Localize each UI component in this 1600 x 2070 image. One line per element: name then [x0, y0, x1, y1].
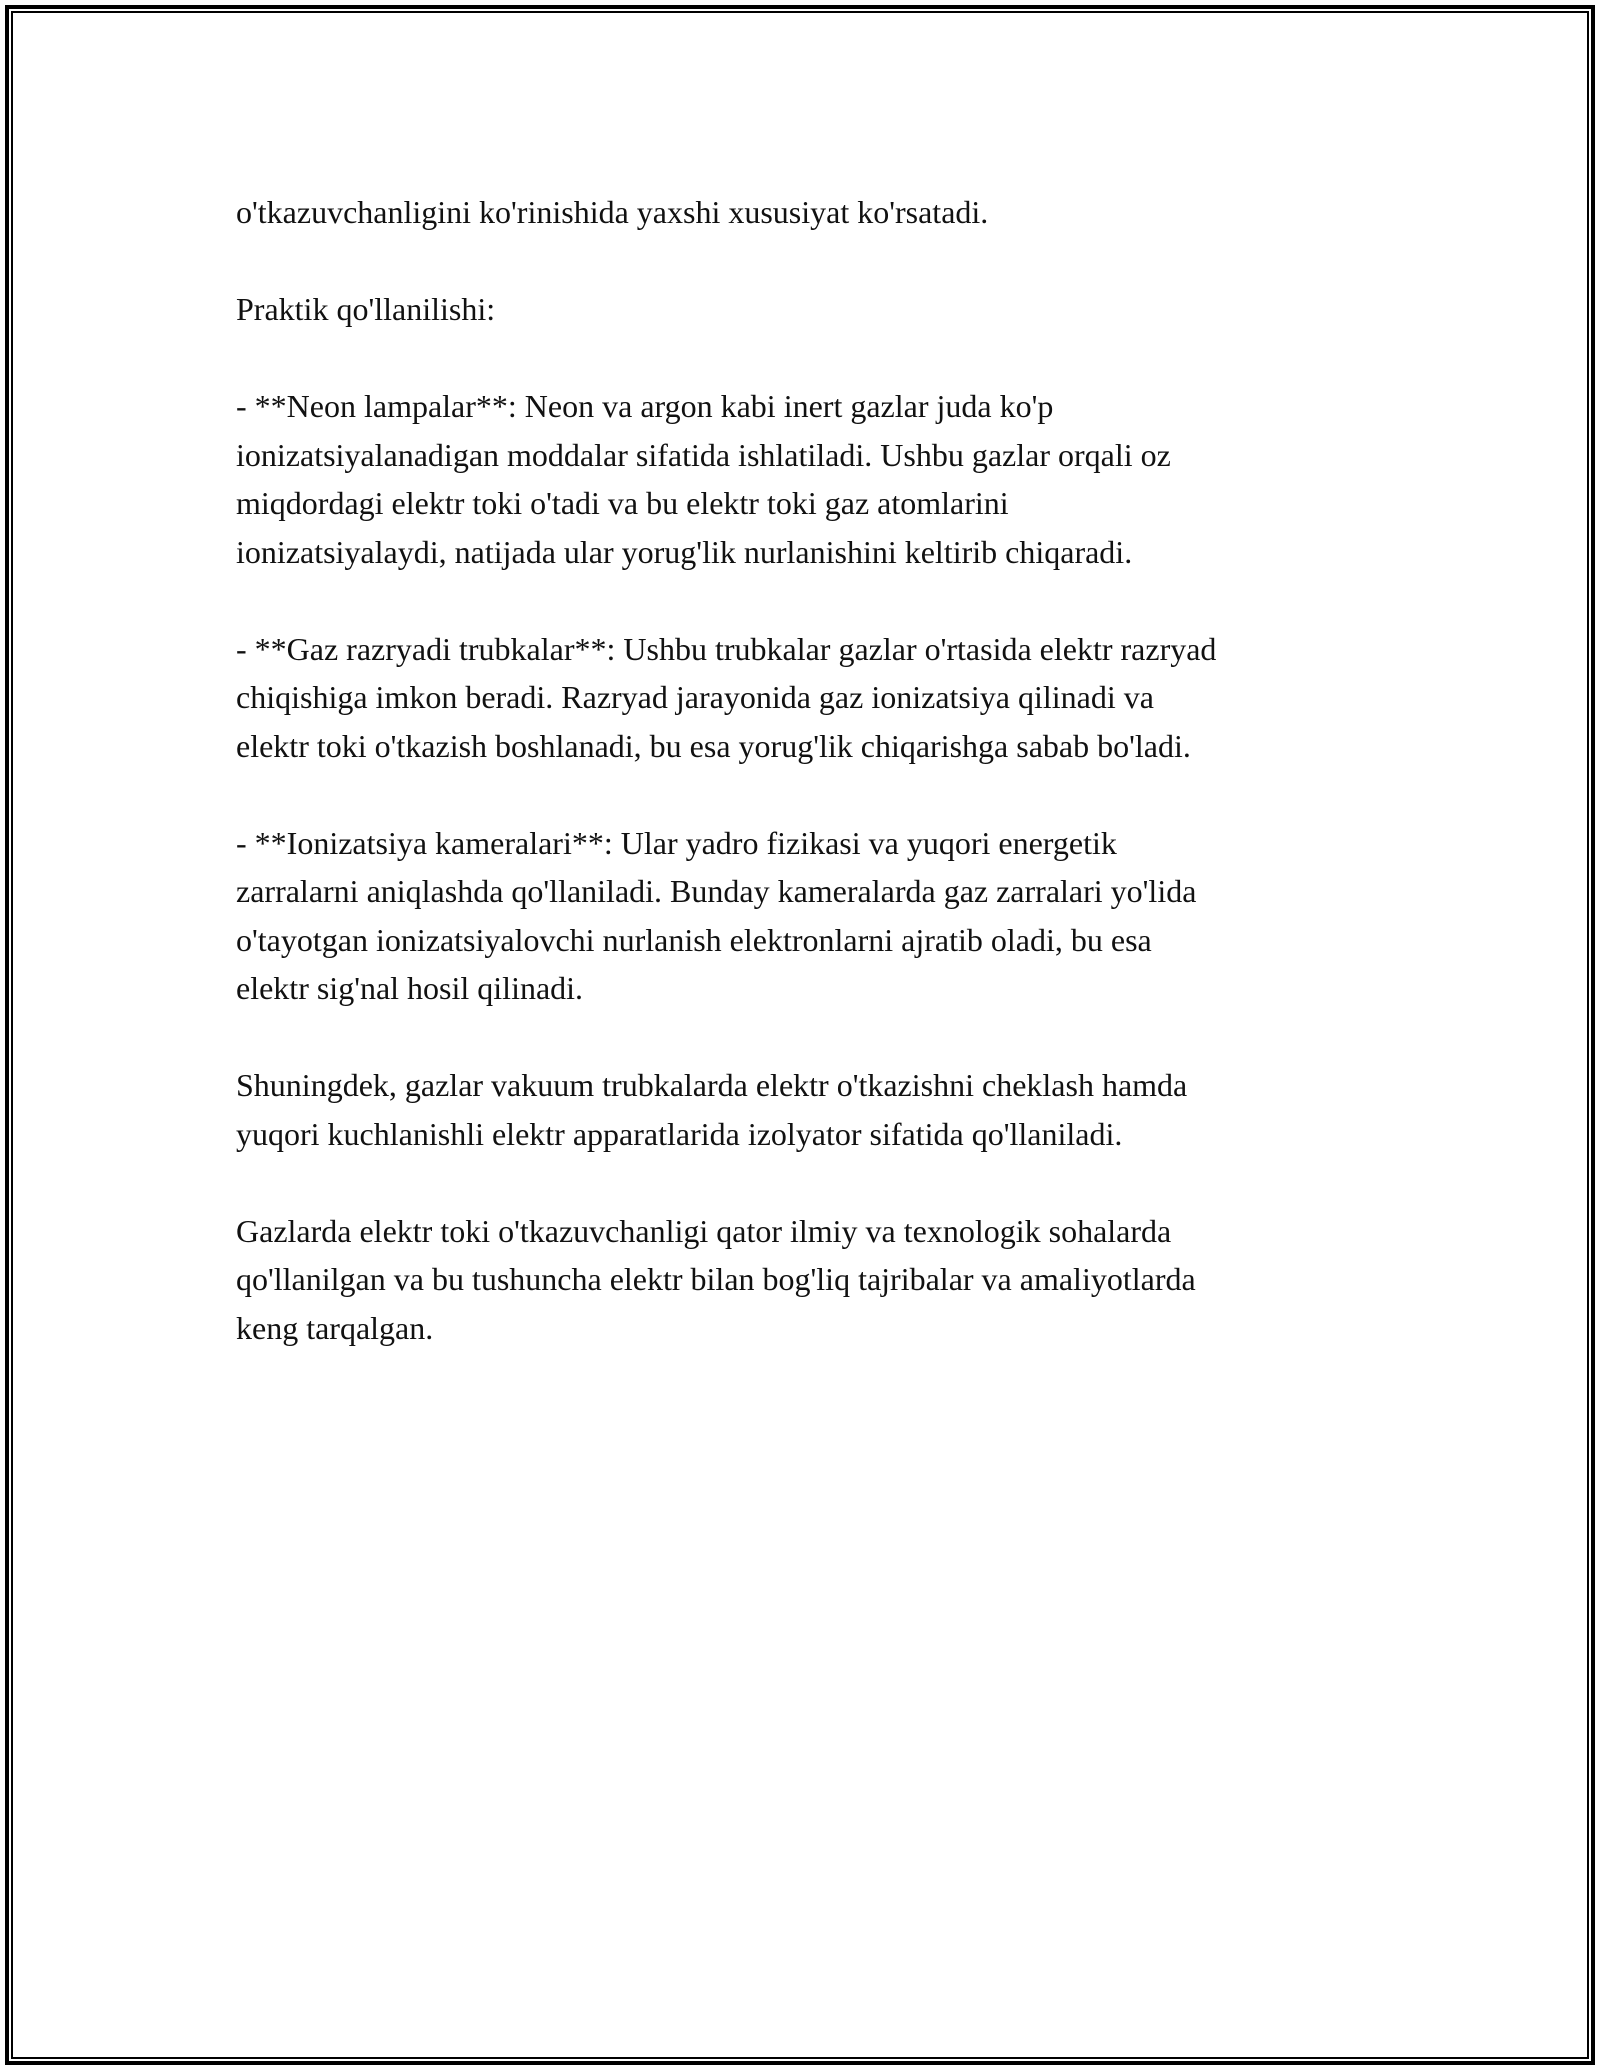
text-line: qo'llanilgan va bu tushuncha elektr bilan bog'liq tajribalar va amaliyotlarda: [236, 1261, 1196, 1297]
paragraph-neon-lamps: [236, 382, 1366, 576]
text-line: ionizatsiyalaydi, natijada ular yorug'lik nurlanishini keltirib chiqaradi.: [236, 533, 1133, 570]
paragraph-ionization-chambers: [236, 819, 1366, 1013]
text-line: - **Neon lampalar**: Neon va argon kabi inert gazlar juda ko'p: [236, 388, 1054, 424]
paragraph-gas-discharge-tubes: [236, 625, 1366, 771]
text-line: - **Gaz razryadi trubkalar**: Ushbu trubkalar gazlar o'rtasida elektr razryad: [236, 630, 1217, 667]
paragraph-practical-heading: [236, 285, 1366, 334]
text-line: o'tkazuvchanligini ko'rinishida yaxshi xususiyat ko'rsatadi.: [236, 194, 989, 230]
text-line: Gazlarda elektr toki o'tkazuvchanligi qator ilmiy va texnologik sohalarda: [236, 1212, 1172, 1249]
paragraph-vacuum-tubes: [236, 1061, 1366, 1158]
text-line: elektr toki o'tkazish boshlanadi, bu esa yorug'lik chiqarishga sabab bo'ladi.: [236, 727, 1191, 764]
text-line: zarralarni aniqlashda qo'llaniladi. Bunday kameralarda gaz zarralari yo'lida: [236, 873, 1197, 909]
text-line: miqdordagi elektr toki o'tadi va bu elektr toki gaz atomlarini: [236, 485, 1009, 521]
text-line: o'tayotgan ionizatsiyalovchi nurlanish elektronlarni ajratib oladi, bu esa: [236, 921, 1152, 958]
text-line: yuqori kuchlanishli elektr apparatlarida izolyator sifatida qo'llaniladi.: [236, 1115, 1123, 1152]
paragraph-conductivity-intro: [236, 188, 1366, 237]
paragraph-conclusion: [236, 1207, 1366, 1353]
text-line: elektr sig'nal hosil qilinadi.: [236, 970, 584, 1006]
text-line: ionizatsiyalanadigan moddalar sifatida ishlatiladi. Ushbu gazlar orqali oz: [236, 436, 1171, 473]
document-body: [236, 188, 1366, 1401]
text-line: chiqishiga imkon beradi. Razryad jarayonida gaz ionizatsiya qilinadi va: [236, 679, 1154, 715]
text-line: keng tarqalgan.: [236, 1309, 434, 1346]
text-line: Shuningdek, gazlar vakuum trubkalarda elektr o'tkazishni cheklash hamda: [236, 1067, 1188, 1103]
text-line: - **Ionizatsiya kameralari**: Ular yadro fizikasi va yuqori energetik: [236, 824, 1117, 861]
text-line: Praktik qo'llanilishi:: [236, 291, 496, 327]
